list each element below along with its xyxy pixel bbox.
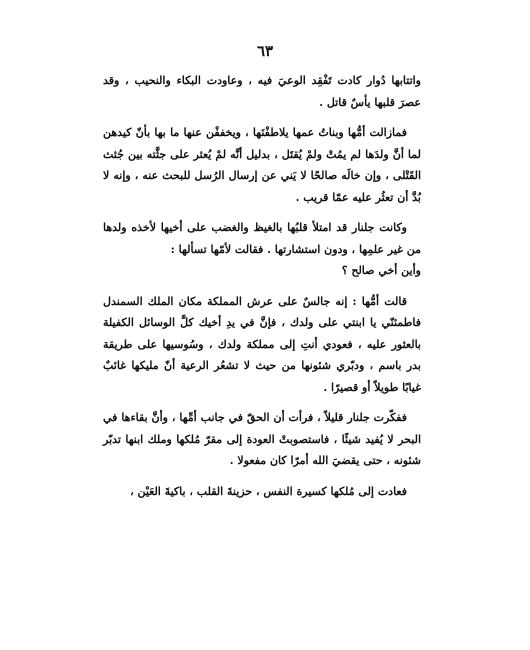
paragraph: وكانت جلنار قد امتلأ قلبُها بالغيظ والغضب على أخيها لأخذه ولدها من غير علمِها ، ودون استشارتها . فقالت لأمّها تسألها : (103, 221, 421, 256)
paragraph: فعادت إلى مُلكها كسيرة النفس ، حزينةَ القلب ، باكيةَ العَيْن ، (130, 484, 407, 498)
paragraph: فمازالت أمُّها وبناتُ عمها يلاطفْنَها ، ويخففْن عنها ما بها بأنّ كيدهن لما أنَّ ولدَها لم يمُتْ ولمْ يُقتَل ، بدليل أنَّه لمْ يُعثر على جثَّته بين جُثث القَتْلى ، وإن خالَه صالحًا لا يَني عن إرسال الرُسل للبحث عنه ، وإنه لا بُدَّ أن تعثُر عليه عمّا قريب . (103, 126, 421, 204)
page-number: ٦٣ (256, 42, 274, 60)
paragraph-continuation: واتتابها دُوار كادت تَفْقِد الوعيَ فيه ، وعاودت البكاء والنحيب ، وقد عصرَ قلبها يأسٌ قاتل . (103, 74, 421, 109)
paragraph: ففكّرت جلنار قليلاً ، فرأت أن الحقّ في جانب أمِّها ، وأنَّ بقاءها في البحر لا يُفيد شيئًا ، فاستصوبتْ العودة إلى مقرّ مُلكها وملك ابنها تدبّر شئونه ، حتى يقضيَ الله أمرًا كان مفعولا . (103, 411, 421, 467)
paragraph-question: وأين أخي صالح ؟ (341, 264, 421, 277)
text-body (103, 70, 421, 502)
paragraph: قالت أمُّها : إنه جالسٌ على عرش المملكة مكان الملك السمندل فاطمئنّي يا ابنتي على ولدك ، فإنَّ في يدِ أخيك كلَّ الوسائل الكفيلة بالعثور عليه ، فعودي أنتِ إلى مملكة ولدك ، وسُوسيها على طريقة بدر باسم ، ودبّري شئونها من حيث لا تشعُر الرعية أنّ مليكها غائبٌ غيابًا طويلاً أو قصيرًا . (103, 294, 421, 394)
